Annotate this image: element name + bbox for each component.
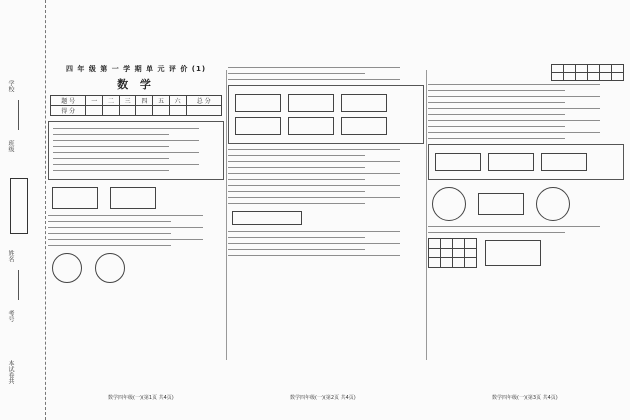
text-line [48,245,171,246]
text-line [428,84,600,85]
score-mini [428,64,624,81]
text-line [53,164,199,165]
score-header-cell: 二 [103,96,120,106]
scale-figure [48,185,224,211]
score-cell[interactable] [86,106,103,116]
diagram-box [235,94,281,112]
figure-box [478,193,524,215]
text-line [428,90,565,91]
score-cell[interactable] [103,106,120,116]
text-line [48,221,171,222]
text-line [428,232,565,233]
answer-box [488,153,534,171]
figure-circle [432,187,466,221]
footer-left-text: 本试卷共 [7,360,14,384]
score-header-cell: 四 [136,96,153,106]
text-line [228,237,365,238]
score-table [50,95,222,116]
name-line [18,270,19,300]
text-line [428,226,600,227]
text-line [53,170,169,171]
text-line [48,227,203,228]
section-1 [48,121,224,180]
footer-page-3: 数学四年级(一)(第3页 共4页) [492,395,558,401]
diagram-box [341,94,387,112]
text-line [228,149,400,150]
text-line [53,128,199,129]
section-boxes [428,144,624,180]
text-line [428,102,565,103]
binding-box [10,178,28,234]
school-line [18,100,19,130]
score-header-cell: 五 [153,96,170,106]
text-line [428,108,600,109]
footer-page-2: 数学四年级(一)(第2页 共4页) [290,395,356,401]
text-line [48,239,203,240]
text-line [53,158,169,159]
text-line [228,197,400,198]
section-diagram [228,85,424,144]
text-line [228,167,365,168]
score-cell[interactable] [153,106,170,116]
figure-box [485,240,541,266]
score-cell[interactable] [136,106,153,116]
number-line-figure [228,209,424,228]
text-line [228,231,400,232]
text-line [53,146,169,147]
diagram-box [288,117,334,135]
score-cell[interactable] [186,106,222,116]
grid-figures [428,238,624,268]
score-row-label: 得 分 [51,106,86,116]
text-line [228,161,400,162]
text-line [228,79,400,80]
diagram-box [235,117,281,135]
text-line [228,73,365,74]
figure-box [110,187,156,209]
text-line [428,96,600,97]
footer-page-1: 数学四年级(一)(第1页 共4页) [108,395,174,401]
class-label: 班级 [7,140,14,152]
score-cell[interactable] [119,106,136,116]
text-line [48,233,171,234]
text-line [428,138,565,139]
column-2 [228,64,424,364]
name-label: 姓名 [7,250,14,262]
text-line [228,185,400,186]
text-line [228,203,365,204]
diagram-box [341,117,387,135]
figure-box [52,187,98,209]
binding-margin [0,0,46,420]
text-line [53,134,169,135]
column-3 [428,64,624,364]
pie-figures [428,185,624,223]
text-line [428,114,565,115]
score-header-cell: 一 [86,96,103,106]
text-line [228,67,400,68]
text-line [428,120,600,121]
school-label: 学校 [7,80,14,92]
score-header-cell: 三 [119,96,136,106]
text-line [228,243,400,244]
text-line [53,140,199,141]
diagram-box [288,94,334,112]
score-header-cell: 六 [169,96,186,106]
score-cell[interactable] [169,106,186,116]
text-line [228,191,365,192]
text-line [53,152,199,153]
figure-box [232,211,302,225]
text-line [228,179,365,180]
score-header-cell: 总 分 [186,96,222,106]
column-1 [48,64,224,364]
text-line [228,249,365,250]
text-line [428,126,565,127]
answer-box [435,153,481,171]
figure-circle [536,187,570,221]
mini-score-table [551,64,624,81]
column-divider [426,70,427,360]
exam-title: 四 年 级 第 一 学 期 单 元 评 价 (1) [66,65,207,73]
text-line [228,255,400,256]
column-divider [226,70,227,360]
answer-box [541,153,587,171]
exam-number-label: 考号 [7,310,14,322]
text-line [428,132,600,133]
text-line [228,173,400,174]
grid-figure [428,238,477,268]
figure-circle [95,253,125,283]
score-header-cell: 题 号 [51,96,86,106]
figure-circle [52,253,82,283]
text-line [48,215,203,216]
subject-title: 数 学 [117,78,155,91]
text-line [228,155,365,156]
